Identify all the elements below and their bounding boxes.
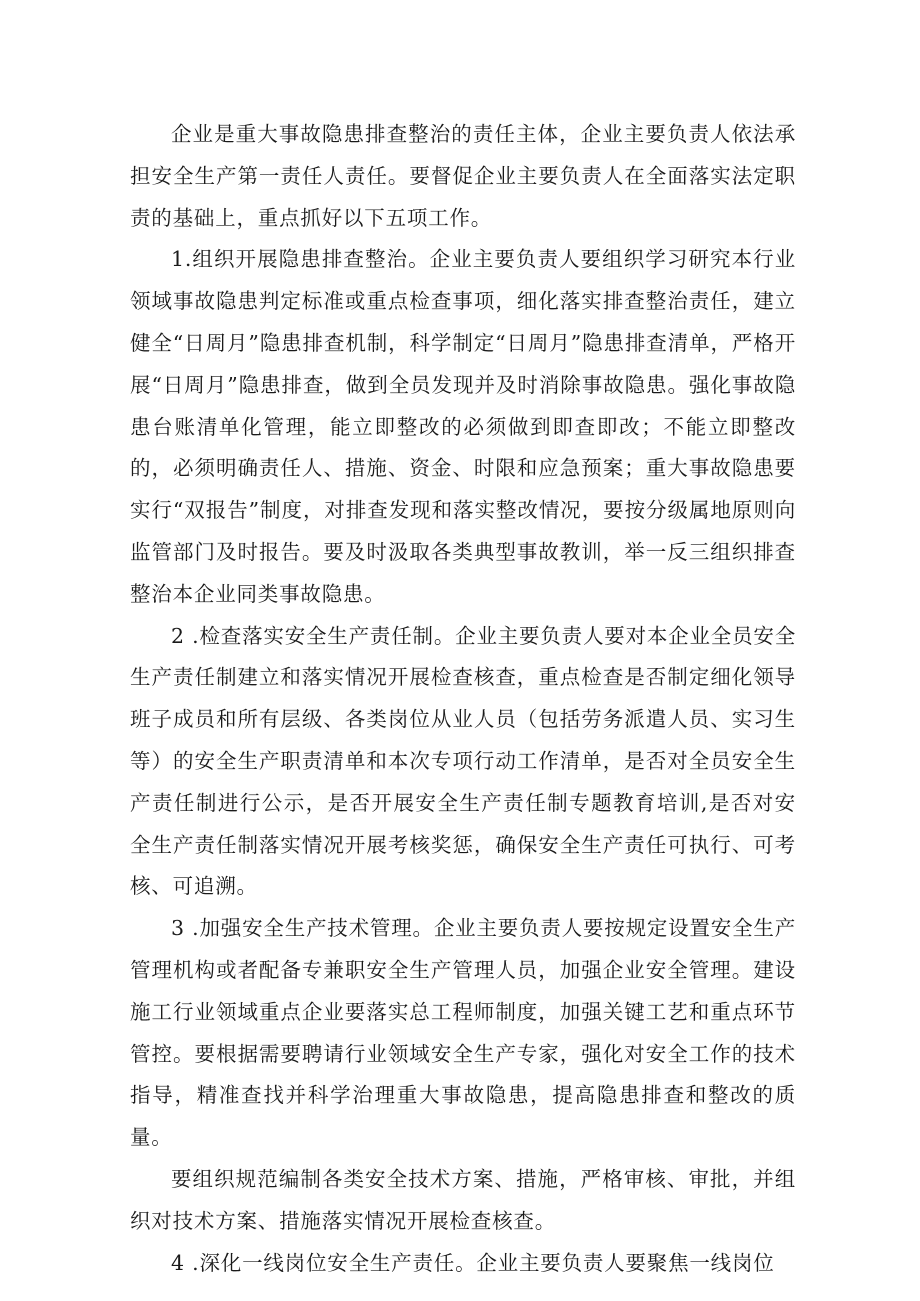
paragraph-item-2: 2 .检查落实安全生产责任制。企业主要负责人要对本企业全员安全生产责任制建立和落实情况开展检查核查，重点检查是否制定细化领导班子成员和所有层级、各类岗位从业人员（包括劳务派遣人员、实习生等）的安全生产职责清单和本次专项行动工作清单，是否对全员安全生产责任制进行公示，是否开展安全生产责任制专题教育培训,是否对安全生产责任制落实情况开展考核奖惩，确保安全生产责任可执行、可考核、可追溯。: [130, 623, 796, 899]
paragraph-item-1: 1.组织开展隐患排查整治。企业主要负责人要组织学习研究本行业领域事故隐患判定标准或重点检查事项，细化落实排查整治责任，建立健全“日周月”隐患排查机制，科学制定“日周月”隐患排查清单，严格开展“日周月”隐患排查，做到全员发现并及时消除事故隐患。强化事故隐患台账清单化管理，能立即整改的必须做到即查即改；不能立即整改的，必须明确责任人、措施、资金、时限和应急预案；重大事故隐患要实行“双报告”制度，对排查发现和落实整改情况，要按分级属地原则向监管部门及时报告。要及时汲取各类典型事故教训，举一反三组织排查整治本企业同类事故隐患。: [130, 247, 796, 606]
paragraph-item-3: 3 .加强安全生产技术管理。企业主要负责人要按规定设置安全生产管理机构或者配备专兼职安全生产管理人员，加强企业安全管理。建设施工行业领域重点企业要落实总工程师制度，加强关键工艺和重点环节管控。要根据需要聘请行业领域安全生产专家，强化对安全工作的技术指导，精准查找并科学治理重大事故隐患，提高隐患排查和整改的质量。: [130, 916, 796, 1150]
paragraph-intro: 企业是重大事故隐患排查整治的责任主体，企业主要负责人依法承担安全生产第一责任人责任。要督促企业主要负责人在全面落实法定职责的基础上，重点抓好以下五项工作。: [130, 122, 796, 230]
paragraph-item-3-continued: 要组织规范编制各类安全技术方案、措施，严格审核、审批，并组织对技术方案、措施落实情况开展检查核查。: [130, 1166, 796, 1233]
paragraph-item-4: 4 .深化一线岗位安全生产责任。企业主要负责人要聚焦一线岗位: [171, 1250, 775, 1275]
document-page: [130, 114, 796, 1284]
